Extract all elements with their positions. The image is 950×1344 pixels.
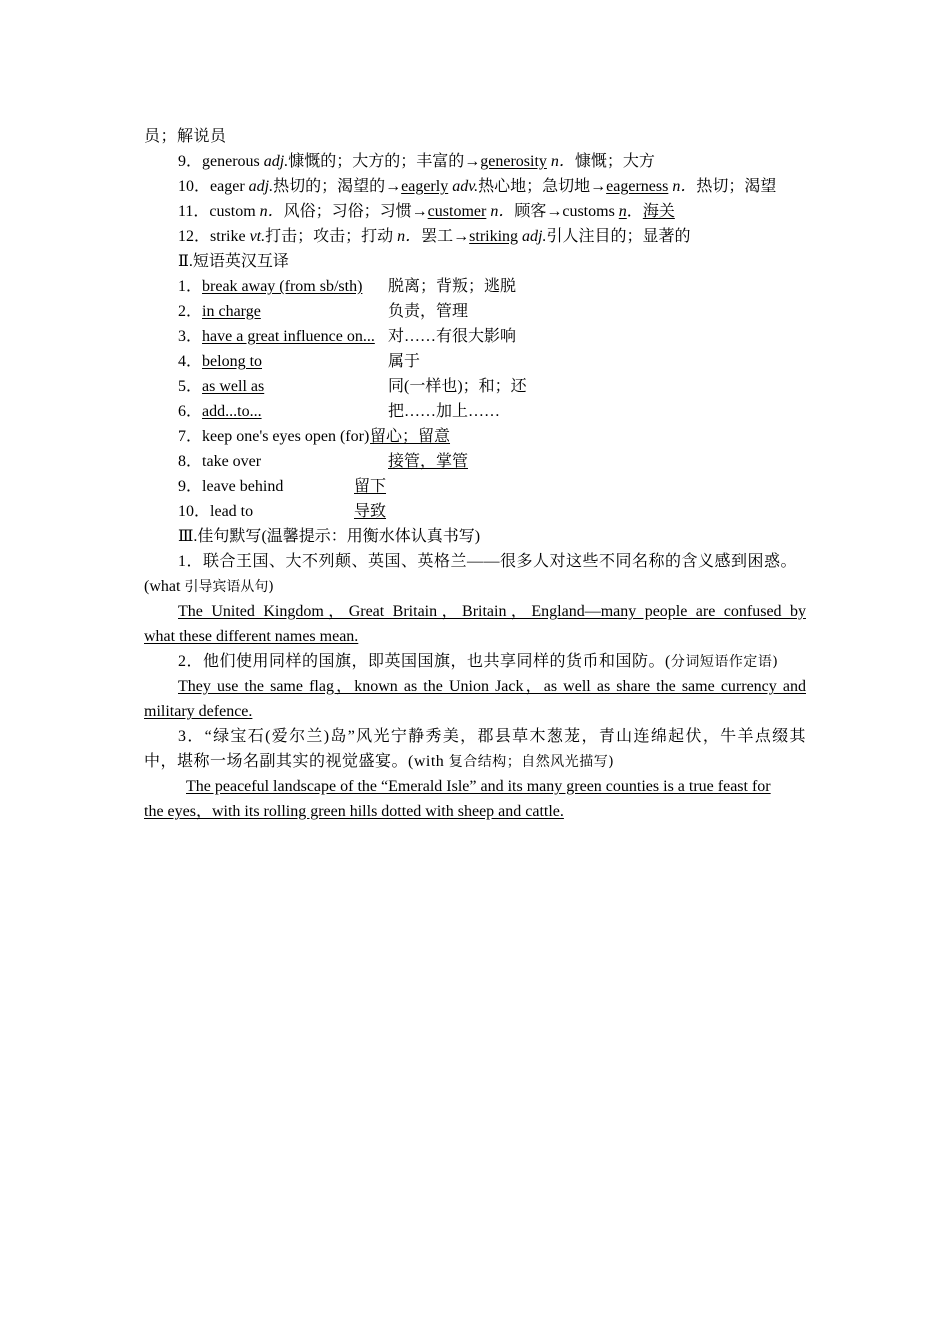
- answer-blank: in charge: [202, 303, 261, 320]
- sentence-answer-cont: what these different names mean.: [144, 628, 359, 645]
- section-2-title: Ⅱ.短语英汉互译: [178, 253, 289, 270]
- phrase-item: 1．break away (from sb/sth) 脱离；背叛；逃脱: [178, 278, 517, 295]
- sentence-answer-cont: the eyes，with its rolling green hills dotted with sheep and cattle.: [144, 803, 564, 820]
- vocab-item: 12．strike vt.打击；攻击；打动 n．罢工→striking adj.引人注目的；显著的: [178, 228, 691, 245]
- answer-blank: 海关: [642, 203, 675, 220]
- answer-blank: n: [618, 203, 627, 220]
- sentence-prompt: 3．“绿宝石(爱尔兰)岛”风光宁静秀美，郡县草木葱茏，青山连绵起伏，牛羊点缀其: [178, 728, 806, 745]
- answer-blank: belong to: [202, 353, 263, 370]
- document-page: [144, 124, 806, 824]
- answer-blank: 留下: [354, 478, 387, 495]
- sentence-answer: They use the same flag，known as the Union Jack，as well as share the same currency and: [178, 678, 806, 695]
- answer-blank: 留心；留意: [370, 428, 451, 445]
- phrase-item: 7．keep one's eyes open (for)留心；留意: [178, 428, 451, 445]
- sentence-prompt: 1．联合王国、大不列颠、英国、英格兰——很多人对这些不同名称的含义感到困惑。: [178, 553, 798, 570]
- answer-blank: eagerness: [606, 178, 669, 195]
- phrase-item: 5．as well as 同(一样也)；和；还: [178, 378, 527, 395]
- answer-blank: striking: [469, 228, 519, 245]
- answer-blank: as well as: [202, 378, 265, 395]
- sentence-answer: The peaceful landscape of the “Emerald Isle” and its many green counties is a true feast for: [186, 778, 771, 795]
- phrase-item: 2．in charge 负责，管理: [178, 303, 469, 320]
- phrase-item: 6．add...to... 把……加上……: [178, 403, 501, 420]
- phrase-item: 10．lead to 导致: [178, 503, 387, 520]
- phrase-item: 4．belong to 属于: [178, 353, 421, 370]
- answer-blank: add...to...: [202, 403, 262, 420]
- section-3-title: Ⅲ.佳句默写(温馨提示：用衡水体认真书写): [178, 528, 481, 545]
- answer-blank: customer: [427, 203, 487, 220]
- sentence-prompt-cont: (what 引导宾语从句): [144, 578, 274, 595]
- sentence-prompt: 2．他们使用同样的国旗，即英国国旗，也共享同样的货币和国防。(分词短语作定语): [178, 653, 779, 670]
- answer-blank: 导致: [354, 503, 387, 520]
- answer-blank: generosity: [480, 153, 547, 170]
- answer-blank: have a great influence on...: [202, 328, 375, 345]
- answer-blank: eagerly: [401, 178, 449, 195]
- phrase-item: 8．take over 接管，掌管: [178, 453, 469, 470]
- vocab-item: 9．generous adj.慷慨的；大方的；丰富的→generosity n．慷慨；大方: [178, 153, 655, 170]
- sentence-answer: The United Kingdom，Great Britain，Britain，England—many people are confused by: [178, 603, 806, 620]
- vocab-tail: 员；解说员: [144, 128, 227, 145]
- phrase-item: 3．have a great influence on... 对……有很大影响: [178, 328, 517, 345]
- answer-blank: 接管，掌管: [388, 453, 469, 470]
- sentence-prompt-cont: 中，堪称一场名副其实的视觉盛宴。(with 复合结构；自然风光描写): [144, 753, 615, 770]
- answer-blank: break away (from sb/sth): [202, 278, 363, 295]
- phrase-item: 9．leave behind 留下: [178, 478, 387, 495]
- sentence-answer-cont: military defence.: [144, 703, 253, 720]
- vocab-item: 10．eager adj.热切的；渴望的→eagerly adv.热心地；急切地→eagerness n．热切；渴望: [178, 178, 777, 195]
- vocab-item: 11．custom n．风俗；习俗；习惯→customer n．顾客→customs n．海关: [178, 203, 675, 220]
